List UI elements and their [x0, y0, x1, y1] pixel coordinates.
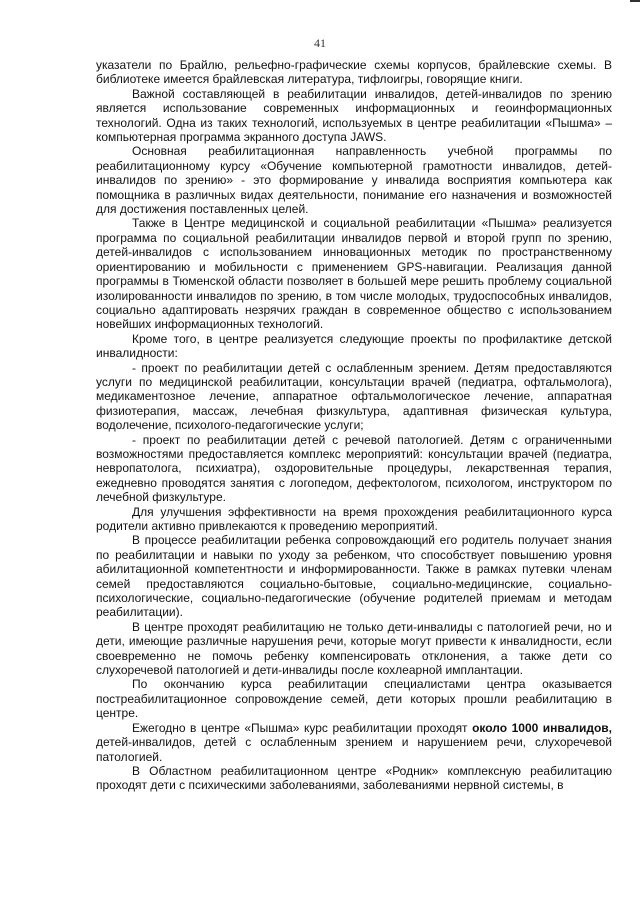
paragraph-1: указатели по Брайлю, рельефно-графические схемы корпусов, брайлевские схемы. В библиотеке имеется брайлевская литература, тифлоигры, говорящие книги. — [96, 58, 612, 87]
list-item-vision-project: - проект по реабилитации детей с ослабленным зрением. Детям предоставляются услуги по медицинской реабилитации, консультации врачей (педиатра, офтальмолога), медикаментозное лечение, аппаратное офтальмологическое лечение, аппаратная физиотерапия, массаж, лечебная физкультура, адаптивная физическая культура, водолечение, психолого-педагогические услуги; — [96, 360, 612, 433]
page-number: 41 — [314, 36, 326, 50]
paragraph-10: В центре проходят реабилитацию не только дети-инвалиды с патологией речи, но и дети, имеющие различные нарушения речи, которые могут привести к инвалидности, если своевременно не помочь ребенку компенсировать отклонения, а также дети со слухоречевой патологией и дети-инвалиды после кохлеарной имплантации. — [96, 619, 612, 678]
paragraph-3: Основная реабилитационная направленность учебной программы по реабилитационному курсу «Обучение компьютерной грамотности инвалидов, детей-инвалидов по зрению» - это формирование у инвалида восприятия компьютера как помощника в различных видах деятельности, понимание его назначения и возможностей для достижения поставленных целей. — [96, 144, 612, 217]
paragraph-8: Для улучшения эффективности на время прохождения реабилитационного курса родители активно привлекаются к проведению мероприятий. — [96, 504, 612, 533]
paragraph-12-bold: около 1000 инвалидов, — [472, 720, 612, 735]
paragraph-11: По окончанию курса реабилитации специалистами центра оказывается постреабилитационное сопровождение семей, дети которых прошли реабилитацию в центре. — [96, 677, 612, 721]
paragraph-5: Кроме того, в центре реализуется следующие проекты по профилактике детской инвалидности: — [96, 331, 612, 361]
paragraph-12-end: детей-инвалидов, детей с ослабленным зрением и нарушением речи, слухоречевой патологией. — [96, 735, 612, 764]
scan-edge-mark — [630, 0, 640, 2]
paragraph-12-start: Ежегодно в центре «Пышма» курс реабилитации проходят — [132, 720, 473, 735]
document-body — [96, 58, 612, 793]
paragraph-2: Важной составляющей в реабилитации инвалидов, детей-инвалидов по зрению является использование современных информационных и геоинформационных технологий. Одна из таких технологий, используемых в центре реабилитации «Пышма» – компьютерная программа экранного доступа JAWS. — [96, 86, 612, 145]
paragraph-13: В Областном реабилитационном центре «Родник» комплексную реабилитацию проходят дети с психическими заболеваниями, заболеваниями нервной системы, в — [96, 763, 612, 793]
paragraph-12 — [96, 721, 612, 764]
list-item-speech-project: - проект по реабилитации детей с речевой патологией. Детям с ограниченными возможностями предоставляется комплекс мероприятий: консультации врачей (педиатра, невропатолога, психиатра), оздоровительные процедуры, лекарственная терапия, ежедневно проводятся занятия с логопедом, дефектологом, психологом, инструктором по лечебной физкультуре. — [96, 432, 612, 505]
paragraph-4: Также в Центре медицинской и социальной реабилитации «Пышма» реализуется программа по социальной реабилитации инвалидов первой и второй групп по зрению, детей-инвалидов с использованием инновационных методик по пространственному ориентированию и мобильности с применением GPS-навигации. Реализация данной программы в Тюменской области позволяет в большей мере решить проблему социальной изолированности инвалидов по зрению, в том числе молодых, трудоспособных инвалидов, социально адаптировать незрячих граждан в современное общество с использованием новейших информационных технологий. — [96, 216, 612, 332]
paragraph-9: В процессе реабилитации ребенка сопровождающий его родитель получает знания по реабилитации и навыки по уходу за ребенком, что способствует повышению уровня абилитационной компетентности и информированности. Также в рамках путевки членам семей предоставляются социально-бытовые, социально-медицинские, социально-психологические, социально-педагогические (обучение родителей приемам и методам реабилитации). — [96, 533, 612, 620]
